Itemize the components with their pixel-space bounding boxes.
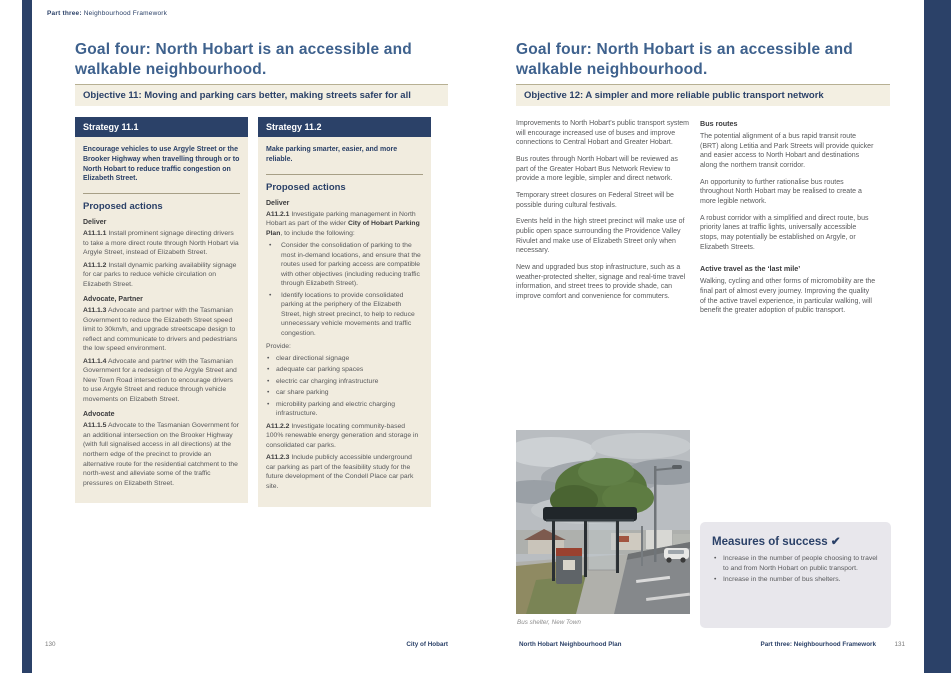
bullet-item <box>266 400 423 419</box>
action-item <box>83 357 240 405</box>
action-text: Advocate to the Tasmanian Government for an additional intersection on the Brooker Highway (with full signalised access in all directions) at the northern edge of the precinct to provide an alternative route for the residential catchment to the north-west and alleviate some of the traffic pressures on Elizabeth Street. <box>83 422 239 487</box>
bus-shelter-photo-illustration <box>516 430 690 614</box>
measures-bullet-list <box>712 554 879 585</box>
paragraph: Temporary street closures on Federal Street will be possible during cultural festivals. <box>516 191 674 209</box>
action-text: Advocate and partner with the Tasmanian Government for a redesign of the Argyle Street and New Town Road intersection to encourage drivers to use Argyle Street and reduce through vehicle movements on Elizabeth Street. <box>83 357 237 403</box>
bullet-dot: • <box>269 242 272 250</box>
action-item <box>83 421 240 488</box>
strategy-11-1-column <box>75 117 248 503</box>
footer-section-title: Part three: Neighbourhood Framework <box>760 641 876 648</box>
bullet-text: adequate car parking spaces <box>276 366 364 374</box>
page-header-eyebrow <box>47 10 167 17</box>
paragraph: Events held in the high street precinct will make use of public open space surrounding the Providence Valley Rivulet and make use of Elizabeth Street only when necessary. <box>516 218 685 255</box>
bullet-dot: • <box>267 354 270 362</box>
bullet-text: Increase in the number of bus shelters. <box>723 576 841 584</box>
footer-publisher: City of Hobart <box>406 641 448 648</box>
strategy-11-2-body <box>258 137 431 507</box>
measures-of-success-box <box>700 522 891 628</box>
proposed-actions-heading: Proposed actions <box>266 174 423 193</box>
bullet-item <box>266 365 423 375</box>
bullet-text: car share parking <box>276 389 329 397</box>
strategy-11-2-intro: Make parking smarter, easier, and more reliable. <box>266 146 398 163</box>
action-item <box>266 210 423 239</box>
eyebrow-part-label: Part three: <box>47 10 82 17</box>
checkmark-icon: ✔ <box>830 536 841 548</box>
action-item <box>266 422 423 451</box>
action-text: Investigate locating community-based 100% renewable energy generation and storage in consolidated car parks. <box>266 422 419 449</box>
action-text: Install prominent signage directing drivers to take a more direct route through North Hobart via Argyle Street, instead of Elizabeth Street. <box>83 230 239 257</box>
strategy-11-2-actions <box>266 200 423 492</box>
action-number: A11.1.1 <box>83 230 107 238</box>
paragraph: New and upgraded bus stop infrastructure, such as a weather-protected shelter, signage and real-time travel information, and street trees to provide shade, can improve comfort and convenience for commuters. <box>516 263 686 300</box>
paragraph: Bus routes through North Hobart will be reviewed as part of the Greater Hobart Bus Network Review to provide a more legible, simpler and direct network. <box>516 155 678 183</box>
bullet-dot: • <box>267 389 270 397</box>
action-item <box>266 453 423 491</box>
bullet-text: Increase in the number of people choosing to travel to and from North Hobart on public transport. <box>723 555 878 572</box>
bullet-dot: • <box>267 377 270 385</box>
bullet-item <box>266 377 423 387</box>
goal-title-left: Goal four: North Hobart is an accessible and walkable neighbourhood. <box>75 41 412 78</box>
bullet-dot: • <box>714 555 717 562</box>
section-tab-bar-right <box>924 0 951 673</box>
paragraph: The potential alignment of a bus rapid transit route (BRT) along Letitia and Park Streets will provide quicker and easier access to North Hobart and destinations along the northern transit corridor. <box>700 133 874 169</box>
paragraph: An opportunity to further rationalise bus routes throughout North Hobart may be realised to create a more legible network. <box>700 178 862 205</box>
photo-caption: Bus shelter, New Town <box>517 619 581 626</box>
action-group-heading: Bus routes <box>700 119 738 128</box>
action-item <box>83 229 240 258</box>
action-number: A11.1.4 <box>83 357 107 365</box>
footer-plan-title: North Hobart Neighbourhood Plan <box>519 641 622 648</box>
measures-title-text: Measures of success <box>712 536 828 548</box>
action-number: A11.1.2 <box>83 261 107 269</box>
action-text: Investigate parking management in North Hobart as part of the wider <box>266 210 416 228</box>
bullet-text: microbility parking and electric charging infrastructure. <box>276 400 395 418</box>
action-item <box>83 306 240 354</box>
right-page-column-2 <box>700 119 876 323</box>
action-item <box>83 261 240 290</box>
action-number: A11.2.2 <box>266 422 290 430</box>
section-tab-bar-left <box>22 0 32 673</box>
bullet-item <box>266 388 423 398</box>
objective-11-band: Objective 11: Moving and parking cars better, making streets safer for all <box>75 84 448 106</box>
action-text: Advocate and partner with the Tasmanian Government to reduce the Elizabeth Street speed limit to 30km/h, and upgrade streetscape design to reflect and communicate to drivers and pedestrians the low speed environment. <box>83 307 238 353</box>
action-text: City of Hobart Parking Plan <box>266 220 420 237</box>
action-number: A11.1.5 <box>83 422 107 430</box>
strategy-11-1-actions <box>83 219 240 488</box>
bullet-item <box>266 354 423 364</box>
action-group-heading: Deliver <box>83 219 107 227</box>
bullet-dot: • <box>269 291 272 299</box>
bullet-text: electric car charging infrastructure <box>276 377 379 385</box>
bullet-item <box>266 241 423 289</box>
action-text: , to include the following: <box>280 229 355 237</box>
page-number-left: 130 <box>45 641 56 648</box>
bullet-dot: • <box>267 400 270 408</box>
strategy-11-2-header: Strategy 11.2 <box>258 117 431 137</box>
strategy-11-1-intro: Encourage vehicles to use Argyle Street or the Brooker Highway when travelling through or to North Hobart to reduce traffic congestion on Elizabeth Street. <box>83 146 240 183</box>
bullet-text: Consider the consolidation of parking to the most in-demand locations, and ensure that the routes used for parking access are compatible with other objectives (including reducing traffic through Elizabeth Street). <box>281 242 421 288</box>
strategy-11-1-body <box>75 137 248 503</box>
bullet-item <box>712 554 879 573</box>
bullet-item <box>712 575 879 585</box>
bus-shelter-photo <box>516 430 690 614</box>
bullet-text: clear directional signage <box>276 354 350 362</box>
measures-of-success-title <box>712 534 879 548</box>
bullet-item <box>266 291 423 339</box>
action-group-heading: Advocate, Partner <box>83 296 143 304</box>
action-group-heading: Deliver <box>266 199 290 207</box>
objective-12-band: Objective 12: A simpler and more reliable public transport network <box>516 84 890 106</box>
bullet-dot: • <box>267 366 270 374</box>
bullet-text: Identify locations to provide consolidated parking at the periphery of the Elizabeth Street, high street precinct, to help to reduce unnecessary vehicle movements and traffic congestion. <box>281 291 415 337</box>
strategy-11-1-header: Strategy 11.1 <box>75 117 248 137</box>
paragraph: Improvements to North Hobart’s public transport system will encourage increased use of buses and improve connections to Central Hobart and Greater Hobart. <box>516 120 689 147</box>
action-group-heading: Active travel as the ‘last mile’ <box>700 264 801 274</box>
paragraph: Walking, cycling and other forms of micromobility are the final part of almost every journey. Improving the quality of the active travel experience, in particular walking, will benefit the greater adoption of public transport. <box>700 278 876 315</box>
goal-title-right: Goal four: North Hobart is an accessible and walkable neighbourhood. <box>516 41 853 78</box>
action-text: Include publicly accessible underground car parking as part of the feasibility study for the future development of the Condell Place car park site. <box>266 454 414 490</box>
action-number: A11.1.3 <box>83 307 107 315</box>
action-number: A11.2.1 <box>266 210 290 218</box>
proposed-actions-heading: Proposed actions <box>83 193 240 212</box>
action-text: Install dynamic parking availability signage for car parks to reduce vehicle circulation on Elizabeth Street. <box>83 261 237 288</box>
eyebrow-section-label: Neighbourhood Framework <box>81 10 168 17</box>
text-line: Provide: <box>266 343 291 351</box>
action-number: A11.2.3 <box>266 454 290 462</box>
right-page-column-1 <box>516 119 690 309</box>
page-number-right: 131 <box>894 641 905 648</box>
bullet-dot: • <box>714 576 717 584</box>
action-group-heading: Advocate <box>83 411 115 419</box>
strategy-11-2-column <box>258 117 431 507</box>
paragraph: A robust corridor with a simplified and direct route, bus priority lanes at traffic lights, universally accessible stops, may potentially be established on Argyle, or Elizabeth Streets. <box>700 214 869 251</box>
